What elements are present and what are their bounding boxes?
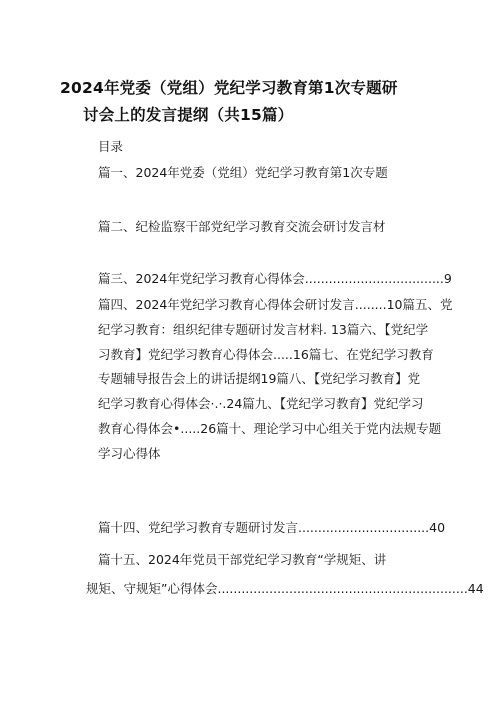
toc-paragraph-line: 纪学习教育心得体会·.·.24篇九、【党纪学习教育】党纪学习 [98, 396, 424, 412]
toc-paragraph-line: 专题辅导报告会上的讲话提纲19篇八、【党纪学习教育】党 [98, 371, 421, 387]
toc-entry-14: 篇十四、党纪学习教育专题研讨发言.................................40 [98, 520, 446, 535]
toc-paragraph [98, 293, 453, 467]
toc-entry-3: 篇三、2024年党纪学习教育心得体会...................................9 [98, 271, 452, 286]
toc-entry-2: 篇二、纪检监察干部党纪学习教育交流会研讨发言材 [98, 219, 386, 234]
toc-paragraph-line: 习教育】党纪学习教育心得体会.....16篇七、在党纪学习教育 [98, 346, 434, 362]
toc-paragraph-line: 学习心得体 [98, 445, 161, 461]
title-line-1: 2024年党委（党组）党纪学习教育第1次专题研 [60, 79, 398, 97]
toc-heading: 目录 [98, 139, 124, 154]
toc-entry-15: 篇十五、2024年党员干部党纪学习教育“学规矩、讲 [98, 552, 387, 567]
toc-paragraph-line: 篇四、2024年党纪学习教育心得体会研讨发言........10篇五、党 [98, 297, 453, 312]
toc-entry-15-continued: 规矩、守规矩”心得体会...............................................................44 [86, 581, 484, 596]
toc-paragraph-line: 教育心得体会•.....26篇十、理论学习中心组关于党内法规专题 [98, 420, 442, 436]
toc-entry-1: 篇一、2024年党委（党组）党纪学习教育第1次专题 [98, 165, 388, 180]
toc-paragraph-line: 纪学习教育：组织纪律专题研讨发言材料. 13篇六、【党纪学 [98, 321, 429, 337]
title-line-2: 讨会上的发言提纲（共15篇） [83, 106, 294, 124]
document-title [60, 75, 450, 129]
